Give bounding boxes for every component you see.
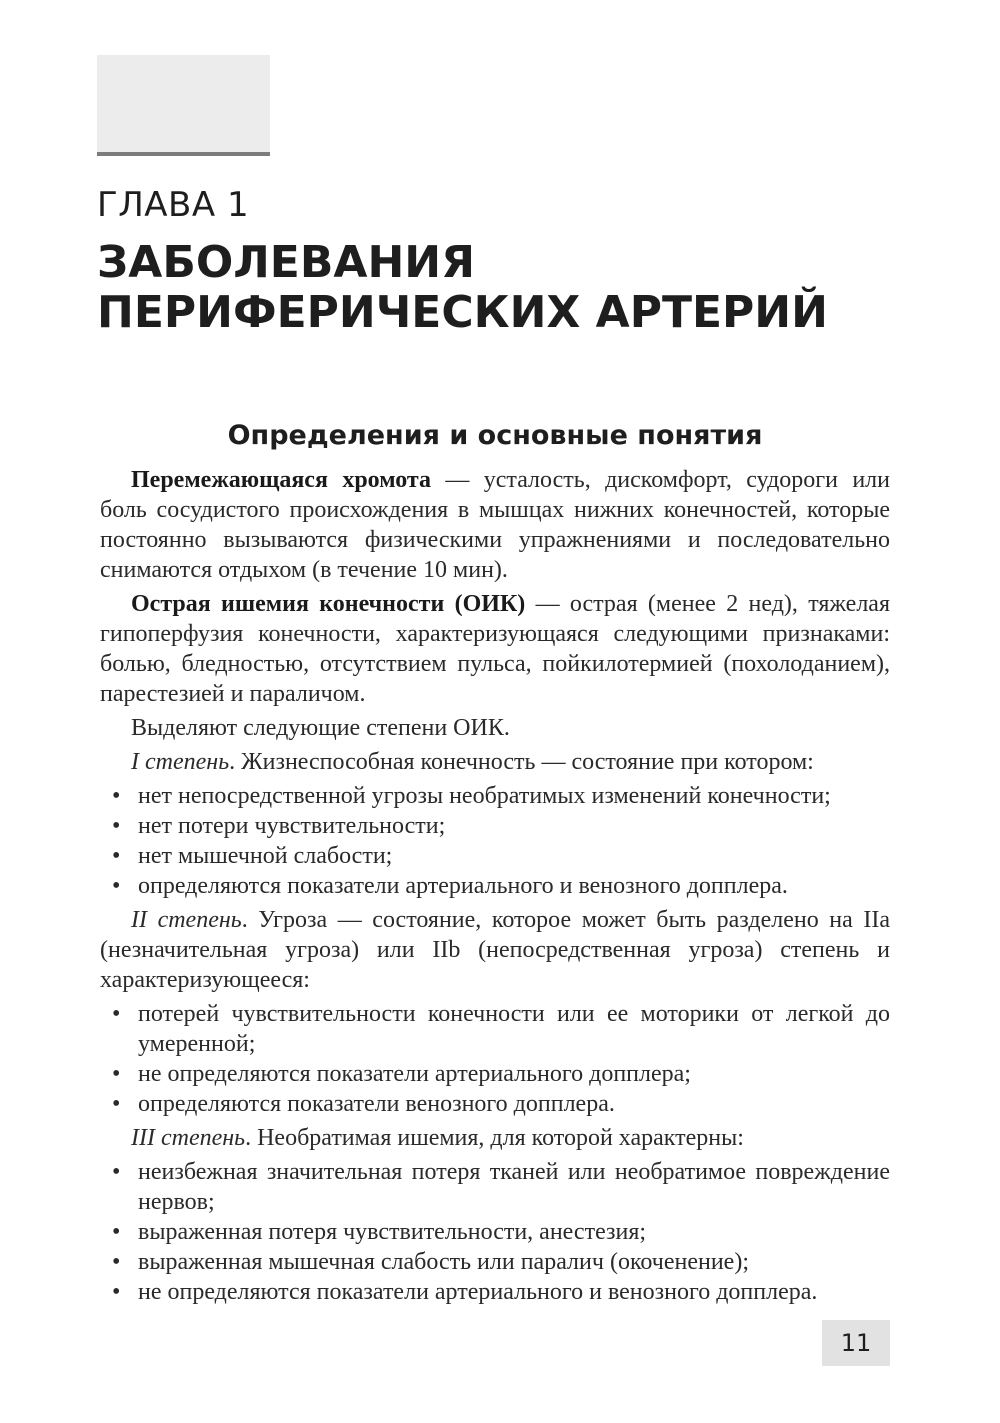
- paragraph-text: . Угроза — состояние, которое может быть разделено на IIa (незначительная угроза) или IIb (непосредственная угроза) степень и характеризующееся:: [100, 907, 890, 993]
- list-item: [100, 781, 890, 811]
- list-item: [100, 1217, 890, 1247]
- paragraph-grade-3: [100, 1123, 890, 1153]
- list-item: [100, 1089, 890, 1119]
- bullet-icon: •: [112, 1061, 121, 1087]
- list-item-text: не определяются показатели артериального и венозного допплера.: [138, 1279, 818, 1305]
- paragraph-text: — усталость, дискомфорт, судороги или боль сосудистого происхождения в мышцах нижних конечностей, которые постоянно вызываются физическими упражнениями и последовательно снимаются отдыхом (в течение 10 мин).: [100, 467, 891, 583]
- bullet-icon: •: [112, 1001, 121, 1027]
- term-acute-limb-ischemia: Острая ишемия конечности (ОИК): [131, 591, 526, 617]
- section-title: Определения и основные понятия: [227, 420, 763, 451]
- bullet-icon: •: [112, 873, 121, 899]
- paragraph-text: — острая (менее 2 нед), тяжелая гипоперфузия конечности, характеризующаяся следующими признаками: болью, бледностью, отсутствием пульса, пойкилотермией (похолоданием), парестезией и параличом.: [100, 591, 890, 707]
- bullet-icon: •: [112, 1249, 121, 1275]
- chapter-title-line-2: ПЕРИФЕРИЧЕСКИХ АРТЕРИЙ: [97, 287, 828, 338]
- bullet-icon: •: [112, 843, 121, 869]
- list-item: [100, 1247, 890, 1277]
- list-item-text: не определяются показатели артериального допплера;: [138, 1061, 691, 1087]
- list-item-text: определяются показатели венозного допплера.: [138, 1091, 615, 1117]
- paragraph-grade-2: [100, 905, 890, 995]
- paragraph-text: . Жизнеспособная конечность — состояние при котором:: [229, 749, 814, 775]
- list-item-text: выраженная мышечная слабость или паралич (окоченение);: [138, 1249, 749, 1275]
- bullet-icon: •: [112, 1219, 121, 1245]
- grade-1-list: [100, 781, 890, 901]
- bullet-icon: •: [112, 1279, 121, 1305]
- paragraph-intermittent-claudication: [100, 465, 890, 585]
- list-item-text: нет потери чувствительности;: [138, 813, 446, 839]
- chapter-title: [97, 238, 917, 338]
- list-item: [100, 1277, 890, 1307]
- list-item-text: нет непосредственной угрозы необратимых изменений конечности;: [138, 783, 831, 809]
- list-item: [100, 1059, 890, 1089]
- chapter-header-rule: [97, 152, 270, 156]
- body-text: [100, 465, 890, 1311]
- bullet-icon: •: [112, 783, 121, 809]
- grade-3-list: [100, 1157, 890, 1307]
- bullet-icon: •: [112, 813, 121, 839]
- list-item-text: неизбежная значительная потеря тканей или необратимое повреждение нервов;: [138, 1159, 890, 1215]
- grade-3-label: III степень: [131, 1125, 246, 1151]
- list-item-text: выраженная потеря чувствительности, анестезия;: [138, 1219, 647, 1245]
- chapter-header-block: [97, 55, 270, 153]
- paragraph-text: . Необратимая ишемия, для которой характерны:: [245, 1125, 744, 1151]
- bullet-icon: •: [112, 1091, 121, 1117]
- list-item: [100, 841, 890, 871]
- list-item-text: определяются показатели артериального и венозного допплера.: [138, 873, 788, 899]
- grade-2-label: II степень: [131, 907, 242, 933]
- paragraph-grade-1: [100, 747, 890, 777]
- page-number: 11: [822, 1320, 890, 1366]
- list-item-text: потерей чувствительности конечности или ее моторики от легкой до умеренной;: [138, 1001, 890, 1057]
- paragraph-grades-intro: Выделяют следующие степени ОИК.: [131, 715, 510, 741]
- list-item: [100, 999, 890, 1059]
- paragraph-acute-limb-ischemia: [100, 589, 890, 709]
- chapter-title-line-1: ЗАБОЛЕВАНИЯ: [97, 237, 475, 288]
- term-intermittent-claudication: Перемежающаяся хромота: [131, 467, 432, 493]
- grade-1-label: I степень: [131, 749, 230, 775]
- list-item: [100, 871, 890, 901]
- grade-2-list: [100, 999, 890, 1119]
- list-item: [100, 811, 890, 841]
- list-item: [100, 1157, 890, 1217]
- list-item-text: нет мышечной слабости;: [138, 843, 393, 869]
- chapter-label: ГЛАВА 1: [97, 185, 250, 225]
- bullet-icon: •: [112, 1159, 121, 1185]
